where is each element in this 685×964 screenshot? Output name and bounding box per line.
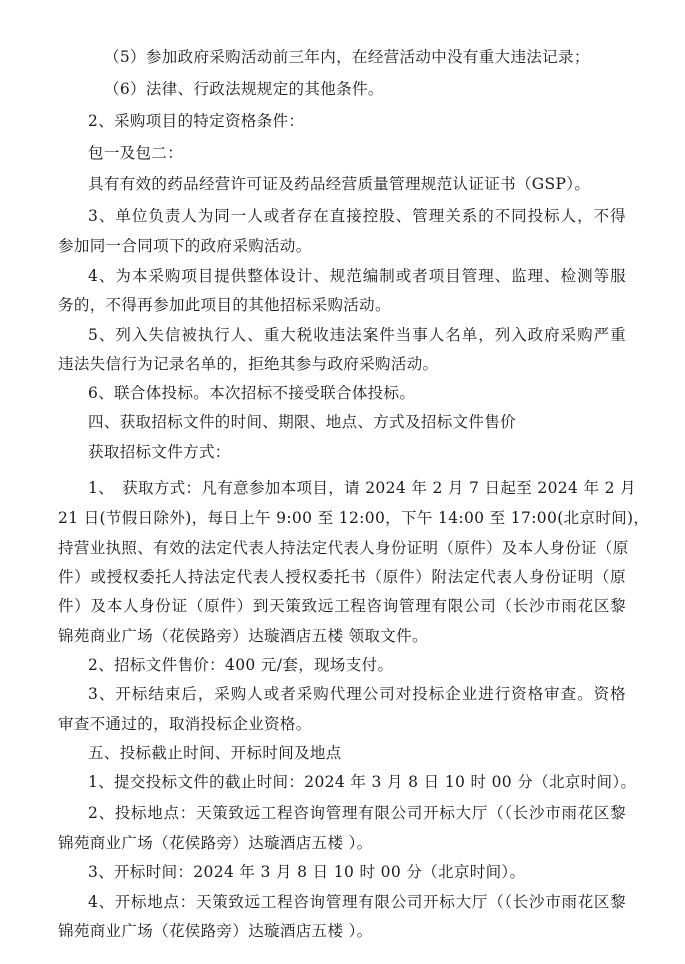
section-heading: 四、获取招标文件的时间、期限、地点、方式及招标文件售价 (88, 413, 516, 431)
text-line: 获取招标文件方式： (88, 443, 231, 461)
text-line: 锦苑商业广场（花侯路旁）达璇酒店五楼 ）。 (58, 834, 373, 852)
text-line: （5）参加政府采购活动前三年内，在经营活动中没有重大违法记录； (104, 48, 590, 66)
text-line: 锦苑商业广场（花侯路旁）达璇酒店五楼 领取文件。 (58, 627, 428, 645)
text-line: 务的，不得再参加此项目的其他招标采购活动。 (58, 296, 391, 314)
text-line: （6）法律、行政法规规定的其他条件。 (104, 80, 384, 98)
text-line: 件）或授权委托人持法定代表人授权委托书（原件）附法定代表人身份证明（原 (58, 568, 626, 586)
text-line: 1、提交投标文件的截止时间：2024 年 3 月 8 日 10 时 00 分（北京时间）。 (88, 773, 637, 791)
text-line: 参加同一合同项下的政府采购活动。 (58, 237, 312, 255)
text-line: 6、联合体投标。本次招标不接受联合体投标。 (88, 384, 416, 402)
text-line: 持营业执照、有效的法定代表人持法定代表人身份证明（原件）及本人身份证（原 (58, 539, 629, 557)
text-line: 4、为本采购项目提供整体设计、规范编制或者项目管理、监理、检测等服 (88, 267, 626, 285)
text-line: 3、单位负责人为同一人或者存在直接控股、管理关系的不同投标人，不得 (88, 207, 626, 225)
text-line: 2、招标文件售价：400 元/套，现场支付。 (88, 656, 394, 674)
text-line: 1、 获取方式：凡有意参加本项目，请 2024 年 2 月 7 日起至 2024 年 2 月 (88, 479, 636, 497)
text-line: 审查不通过的，取消投标企业资格。 (58, 715, 312, 733)
text-line: 具有有效的药品经营许可证及药品经营质量管理规范认证证书（GSP）。 (88, 175, 591, 193)
text-line: 件）及本人身份证（原件）到天策致远工程咨询管理有限公司（长沙市雨花区黎 (58, 597, 626, 615)
text-line: 2、采购项目的特定资格条件： (88, 112, 305, 130)
text-line: 包一及包二： (88, 144, 184, 162)
text-line: 3、开标时间：2024 年 3 月 8 日 10 时 00 分（北京时间）。 (88, 863, 526, 881)
text-line: 锦苑商业广场（花侯路旁）达璇酒店五楼 ）。 (58, 922, 373, 940)
section-heading: 五、投标截止时间、开标时间及地点 (88, 744, 342, 762)
text-line: 5、列入失信被执行人、重大税收违法案件当事人名单，列入政府采购严重 (88, 326, 626, 344)
text-line: 4、开标地点：天策致远工程咨询管理有限公司开标大厅（（长沙市雨花区黎 (88, 893, 626, 911)
text-line: 21 日(节假日除外)，每日上午 9:00 至 12:00，下午 14:00 至 17:00(北京时间)， (58, 509, 650, 527)
text-line: 2、投标地点：天策致远工程咨询管理有限公司开标大厅（（长沙市雨花区黎 (88, 804, 626, 822)
text-line: 3、开标结束后，采购人或者采购代理公司对投标企业进行资格审查。资格 (88, 685, 626, 703)
text-line: 违法失信行为记录名单的，拒绝其参与政府采购活动。 (58, 355, 439, 373)
